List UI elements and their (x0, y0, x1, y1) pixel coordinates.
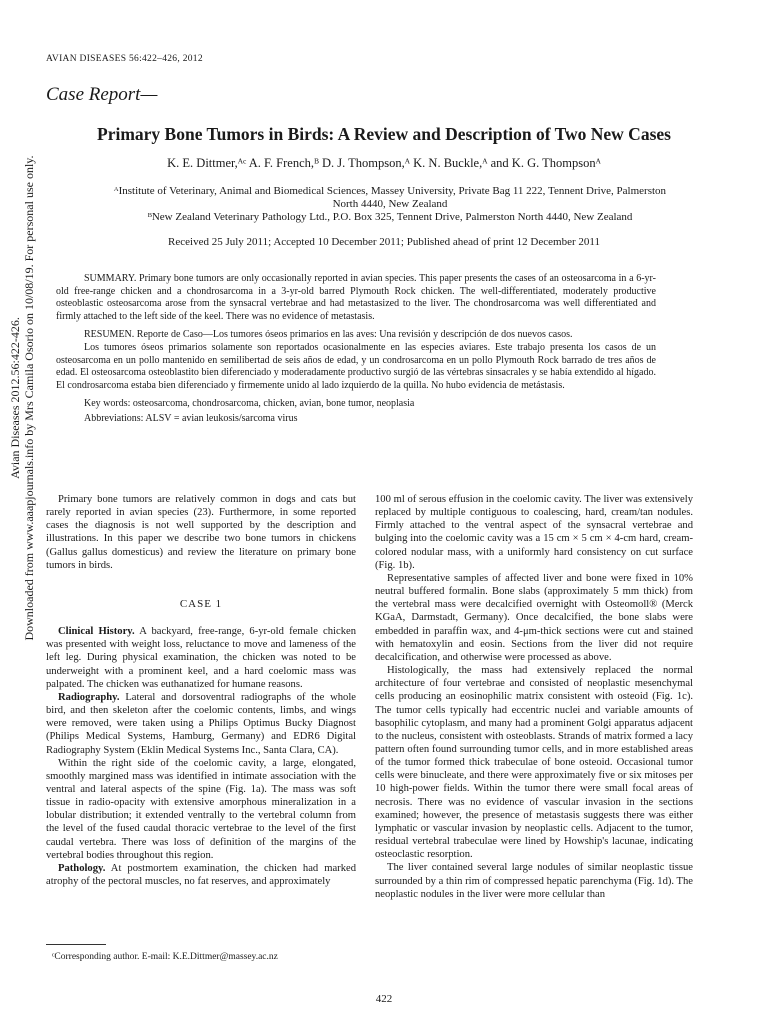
corresponding-author-footnote: ᶜCorresponding author. E-mail: K.E.Dittmer@massey.ac.nz (52, 952, 278, 962)
affiliations (110, 185, 670, 224)
summary-paragraph: SUMMARY. Primary bone tumors are only occasionally reported in avian species. This paper presents the cases of an osteosarcoma in a 6-yr-old free-range chicken and a chondrosarcoma in a 3-yr-old barred Plymouth Rock chicken. The well-differentiated, moderately productive osteoblastic osteosarcoma arose from the synsacral vertebrae and had metastasized to the liver. The chondrosarcoma was well differentiated and firmly attached to the left side of the keel. There was no evidence of metastasis. (56, 273, 656, 322)
received-dates: Received 25 July 2011; Accepted 10 December 2011; Published ahead of print 12 December 2011 (168, 236, 600, 248)
journal-header: AVIAN DISEASES 56:422–426, 2012 (46, 54, 203, 64)
resumen-title: RESUMEN. Reporte de Caso—Los tumores óseos primarios en las aves: Una revisión y descripción de dos nuevos casos. (84, 329, 573, 341)
histology-paragraph: Histologically, the mass had extensively replaced the normal architecture of four vertebrae and consisted of neoplastic mesenchymal cells producing an eosinophilic matrix consistent with osteoid (Fig. 1c). The tumor cells typically had eccentric nuclei and variable amounts of basophilic cytoplasm, and many had a prominent Golgi apparatus adjacent to the nucleus, consistent with osteoblasts. Strands of matrix formed a lacy pattern often found surrounding tumor cells, and in more established areas of the tumor formed thick trabeculae of bone osteoid. Occasional tumor cells were binucleate, and there were approximately five or six mitoses per 10 high-power fields. Within the tumor there were small focal areas of necrosis. There was no evidence of vascular invasion in the sections examined; however, the presence of metastasis suggests there was either lymphatic or vascular invasion by neoplastic cells. Adjacent to the tumor, residual vertebral trabeculae were lined by Howship's lacunae, indicating osteoclastic resorption. (375, 665, 693, 861)
section-label: Case Report— (46, 84, 158, 105)
radiography-paragraph (46, 691, 356, 757)
clinical-history-paragraph (46, 625, 356, 691)
fixation-paragraph: Representative samples of affected liver and bone were fixed in 10% neutral buffered formalin. Bone slabs (approximately 5 mm thick) from the vertebral mass were decalcified overnight with Osteomoll® (Merck KGaA, Darmstadt, Germany). Once decalcified, the bone slabs were embedded in paraffin wax, and 4-μm-thick sections were cut and stained with hematoxylin and eosin. Sections from the liver did not require decalcification, and otherwise were processed as above. (375, 572, 693, 663)
footnote-divider (46, 944, 106, 945)
download-notice-line2: Downloaded from www.aaapjournals.info by Mrs Camila Osorio on 10/08/19. For personal use only. (22, 155, 36, 641)
affiliation-b: ᴮNew Zealand Veterinary Pathology Ltd., P.O. Box 325, Tennent Drive, Palmerston North 4440, New Zealand (147, 211, 633, 223)
pathology-heading: Pathology. (58, 862, 106, 874)
download-notice (8, 118, 36, 678)
radiography-paragraph-2: Within the right side of the coelomic cavity, a large, elongated, smoothly margined mass was identified in intimate association with the ventral and lateral aspects of the spine (Fig. 1a). The mass was soft tissue in radio-opacity with extensive amorphous mineralization in a lobular distribution; it extended ventrally to the vertebral column from the level of the fused caudal thoracic vertebrae to the level of the first caudal vertebra. There was loss of definition of the margins of the vertebral bodies throughout this region. (46, 757, 356, 861)
radiography-heading: Radiography. (58, 691, 120, 703)
pathology-paragraph (46, 862, 356, 888)
download-notice-line1: Avian Diseases 2012.56:422-426. (8, 317, 22, 479)
clinical-history-text: A backyard, free-range, 6-yr-old female chicken was presented with weight loss, reluctance to move and lameness of the left leg. During physical examination, the chicken was noted to be underweight with a prominent keel, and a hard coelomic mass was palpated. The chicken was euthanatized for humane reasons. (46, 626, 357, 690)
key-words: Key words: osteosarcoma, chondrosarcoma, chicken, avian, bone tumor, neoplasia (84, 398, 415, 410)
pathology-text: At postmortem examination, the chicken had marked atrophy of the pectoral muscles, no fat reserves, and approximately (46, 862, 356, 888)
liver-paragraph: The liver contained several large nodules of similar neoplastic tissue surrounded by a thin rim of compressed hepatic parenchyma (Fig. 1d). The neoplastic nodules in the liver were more cellular than (375, 862, 693, 900)
abstract (56, 273, 656, 428)
abbreviations: Abbreviations: ALSV = avian leukosis/sarcoma virus (84, 412, 298, 424)
resumen-paragraph: Los tumores óseos primarios solamente son reportados ocasionalmente en las especies aviares. Este trabajo presenta los casos de un osteosarcoma en un pollo mantenido en semilibertad de seis años de edad, y un condrosarcoma en un pollo Plymouth Rock barrado de tres años de edad. El osteosarcoma osteoblastito bien diferenciado y moderadamente productivo surgió de las vértebras sinsacrales y se había extendido al hígado. El condrosarcoma estaba bien diferenciado y firmemente unido al lado izquierdo de la quilla. No hubo evidencia de metástasis. (56, 341, 656, 391)
case-heading: CASE 1 (179, 597, 223, 610)
body-column-right (375, 493, 693, 901)
body-column-left (46, 493, 356, 888)
affiliation-a: ᴬInstitute of Veterinary, Animal and Biomedical Sciences, Massey University, Private Bag 11 222, Tennent Drive, Palmerston North 4440, New Zealand (113, 185, 667, 210)
article-title: Primary Bone Tumors in Birds: A Review and Description of Two New Cases (97, 124, 671, 144)
radiography-text: Lateral and dorsoventral radiographs of the whole bird, and then skeleton after the coelomic contents, limbs, and wings were removed, were taken using a Philips Optimus Bucky Diagnost (Philips Medical Systems, Hamburg, Germany) and EDR6 Digital Radiography System (Eklin Medical Systems Inc., Santa Clara, CA). (46, 691, 356, 756)
intro-paragraph: Primary bone tumors are relatively common in dogs and cats but rarely reported in avian species (23). Furthermore, in some reported cases the diagnosis is not well supported by the description and illustrations. In this paper we describe two bone tumors in chickens (Gallus gallus domesticus) and review the literature on primary bone tumors in birds. (46, 494, 356, 571)
pathology-continued-paragraph: 100 ml of serous effusion in the coelomic cavity. The liver was extensively replaced by multiple contiguous to coalescing, hard, cream/tan nodules. Firmly attached to the ventral aspect of the synsacral vertebrae and bulging into the coelomic cavity was a 15 cm × 5 cm × 4-cm hard, cream-colored nodular mass, with a uniformly hard consistency on cut surface (Fig. 1b). (375, 494, 693, 571)
page-number: 422 (375, 993, 393, 1005)
author-list: K. E. Dittmer,ᴬᶜ A. F. French,ᴮ D. J. Thompson,ᴬ K. N. Buckle,ᴬ and K. G. Thompsonᴬ (167, 156, 601, 170)
clinical-history-heading: Clinical History. (58, 626, 135, 638)
